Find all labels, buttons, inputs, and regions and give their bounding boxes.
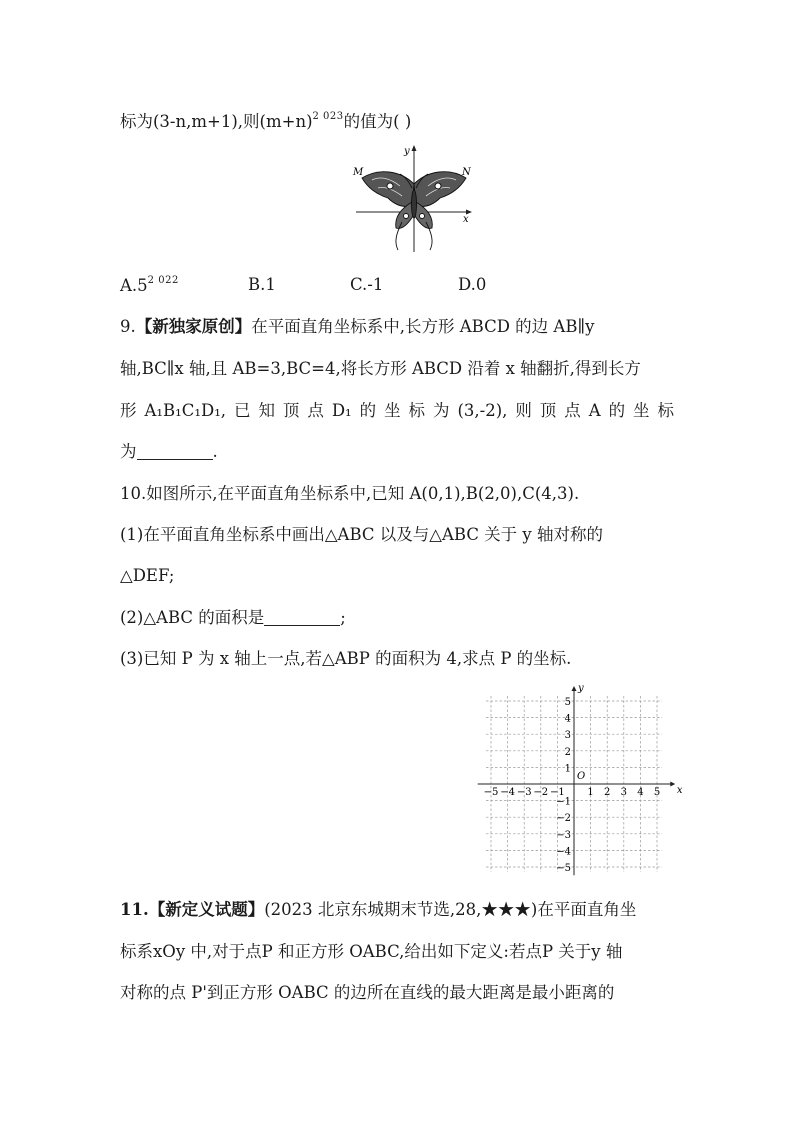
x-tick-label: 4 (637, 787, 644, 798)
q9-line-3 (120, 400, 674, 422)
q10-part2-pre: (2)△ABC 的面积是 (120, 608, 265, 627)
q11-line-3: 对称的点 P'到正方形 OABC 的边所在直线的最大距离是最小距离的 (120, 983, 615, 1002)
y-tick-label: −3 (556, 829, 571, 841)
y-tick-label: 2 (564, 746, 571, 758)
y-tick-label: 5 (564, 697, 571, 708)
x-tick-label: −5 (483, 787, 499, 798)
y-tick-label: 1 (564, 763, 571, 775)
q8-option-a (120, 275, 179, 295)
x-tick-label: 3 (620, 787, 627, 798)
q10-answer-blank[interactable] (264, 609, 340, 626)
q11-tag: 【新定义试题】 (148, 900, 265, 919)
q9-line3-word: 坐 (384, 401, 401, 420)
q9-line3-word: 的 (359, 401, 377, 420)
q11-line-1 (120, 899, 636, 921)
q10-part2 (120, 607, 346, 629)
x-tick-label: −4 (500, 787, 515, 798)
y-tick-label: 4 (564, 713, 571, 725)
q11-line-2: 标系xOy 中,对于点P 和正方形 OABC,给出如下定义:若点P 关于y 轴 (120, 942, 623, 961)
q8-option-a-label: A.5 (120, 276, 148, 295)
q9-line3-word: 顶 (282, 401, 300, 420)
q9-line3-word: 知 (258, 401, 275, 420)
q8-tail-post: 的值为( ) (343, 112, 412, 131)
q8-tail-pre: 标为(3-n,m+1),则(m+n) (120, 112, 313, 131)
q9-line3-word: 顶 (539, 401, 557, 420)
q9-line3-word: A₁B₁C₁D₁, (144, 401, 227, 420)
q9-line3-word: 标 (657, 401, 674, 420)
q9-line3-word: 形 (120, 401, 137, 420)
q9-line1-text: 在平面直角坐标系中,长方形 ABCD 的边 AB∥y (251, 317, 595, 336)
q9-line3-word: 的 (608, 401, 626, 420)
q9-line3-word: 点 (564, 401, 581, 420)
q10-part1-line2: △DEF; (120, 566, 175, 585)
q9-line3-word: 则 (515, 401, 532, 420)
y-axis-arrow (572, 686, 577, 691)
origin-label: O (577, 771, 586, 782)
y-tick-label: 3 (564, 730, 571, 742)
q9-line3-word: D₁ (331, 401, 352, 420)
q9-answer-blank[interactable] (137, 443, 213, 460)
grid-axis-y-label: y (578, 683, 584, 695)
x-tick-label: 1 (587, 787, 594, 798)
q11-number: 11. (120, 900, 149, 919)
q8-option-b: B.1 (248, 275, 276, 294)
x-axis-arrow (670, 782, 675, 787)
butterfly-figure (350, 142, 480, 254)
coordinate-grid (478, 683, 683, 880)
q9-line4-post: . (212, 442, 218, 461)
x-tick-label: −1 (550, 787, 565, 798)
q8-exponent: 2 023 (312, 111, 344, 122)
q8-option-d: D.0 (458, 275, 487, 294)
q10-part3: (3)已知 P 为 x 轴上一点,若△ABP 的面积为 4,求点 P 的坐标. (120, 649, 572, 668)
q9-line-1 (120, 316, 594, 338)
q9-number: 9. (120, 317, 136, 336)
x-tick-label: −2 (533, 787, 549, 798)
x-tick-label: −3 (516, 787, 532, 798)
q9-line3-word: 点 (307, 401, 324, 420)
q10-part2-post: ; (340, 608, 346, 627)
q9-line4-pre: 为 (120, 442, 137, 461)
q8-option-a-exponent: 2 022 (147, 275, 179, 286)
q9-line-2: 轴,BC∥x 轴,且 AB=3,BC=4,将长方形 ABCD 沿着 x 轴翻折,得到长方 (120, 359, 641, 378)
q9-line3-word: A (588, 401, 601, 420)
q9-line3-word: 已 (234, 401, 251, 420)
q10-stem: 10.如图所示,在平面直角坐标系中,已知 A(0,1),B(2,0),C(4,3). (120, 484, 580, 503)
q10-part1-line1: (1)在平面直角坐标系中画出△ABC 以及与△ABC 关于 y 轴对称的 (120, 525, 603, 544)
q9-line3-word: 坐 (633, 401, 650, 420)
y-tick-label: −4 (556, 846, 571, 858)
q9-line3-word: 标 (408, 401, 426, 420)
q9-line-4 (120, 441, 218, 463)
q8-tail-line (120, 106, 411, 133)
point-n-label: N (462, 167, 471, 178)
x-tick-label: 2 (604, 787, 611, 798)
q8-option-c: C.-1 (350, 275, 384, 294)
y-tick-label: −5 (556, 863, 571, 874)
q9-line3-word: 为 (432, 401, 450, 420)
q11-line1-text: (2023 北京东城期末节选,28,★★★)在平面直角坐 (264, 900, 637, 919)
grid-axis-x-label: x (676, 785, 683, 796)
butterfly-axis-y-label: y (404, 146, 410, 157)
y-tick-label: −2 (556, 813, 571, 825)
butterfly-axis-x-label: x (463, 214, 469, 225)
q9-line3-word: (3,-2), (457, 401, 508, 420)
y-tick-label: −1 (556, 796, 571, 808)
x-tick-label: 5 (653, 787, 661, 798)
q9-tag: 【新独家原创】 (135, 317, 252, 336)
point-m-label: M (353, 167, 364, 178)
